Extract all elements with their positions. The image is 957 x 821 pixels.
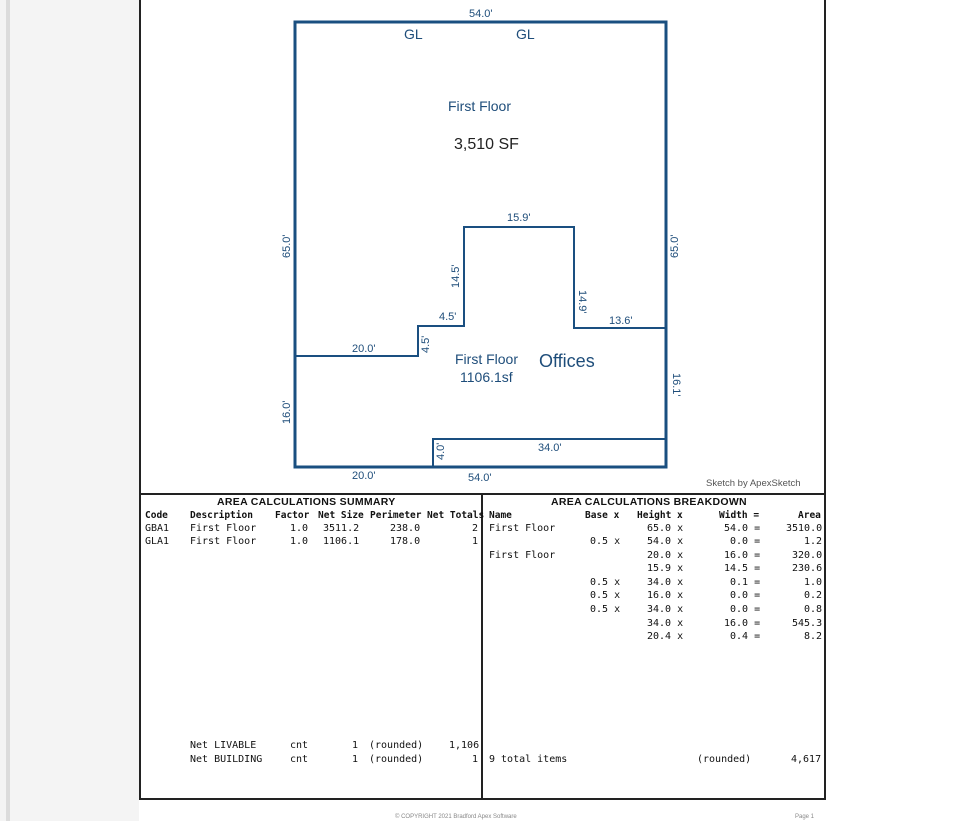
breakdown-col-base: Base x: [585, 510, 620, 521]
row-height: 20.0 x: [647, 550, 684, 561]
dim-mid-left: 20.0': [352, 343, 376, 355]
summary-net-totals: 1: [472, 536, 479, 547]
row-area: 320.0: [792, 550, 823, 561]
summary-perimeter: 178.0: [390, 536, 421, 547]
upper-area-name: First Floor: [448, 98, 511, 114]
gl-label-2: GL: [516, 26, 535, 42]
outline-upper: [295, 22, 666, 467]
total-label: Net BUILDING: [190, 754, 263, 765]
summary-col-net-size: Net Size: [318, 510, 364, 521]
summary-col-code: Code: [145, 510, 168, 521]
summary-code: GBA1: [145, 523, 170, 534]
table-bottom-rule: [139, 798, 826, 800]
row-base: 0.5 x: [590, 536, 621, 547]
total-value: 1: [472, 754, 479, 765]
lower-area-tag: Offices: [539, 351, 595, 371]
dim-inner-small: 4.0': [435, 442, 447, 460]
dim-notch-left: 14.5': [450, 264, 462, 288]
row-height: 20.4 x: [647, 631, 684, 642]
dim-notch-right: 14.9': [576, 290, 588, 314]
gl-label-1: GL: [404, 26, 423, 42]
total-value: 1,106: [449, 740, 480, 751]
breakdown-col-width: Width =: [719, 510, 760, 521]
outline-office: [295, 227, 666, 356]
row-height: 16.0 x: [647, 590, 684, 601]
row-area: 3510.0: [786, 523, 823, 534]
row-area: 8.2: [804, 631, 823, 642]
total-label: Net LIVABLE: [190, 740, 257, 751]
total-count: 1: [352, 740, 359, 751]
dim-bottom-left: 20.0': [352, 470, 376, 482]
dim-top: 54.0': [469, 8, 493, 20]
row-area: 1.2: [804, 536, 823, 547]
breakdown-col-name: Name: [489, 510, 512, 521]
lower-area-size: 1106.1sf: [460, 369, 513, 385]
summary-net-size: 3511.2: [323, 523, 360, 534]
row-width: 54.0 =: [724, 523, 761, 534]
dim-inner-bottom: 34.0': [538, 442, 562, 454]
dim-right-shelf: 13.6': [609, 315, 633, 327]
row-name: First Floor: [489, 550, 556, 561]
summary-net-size: 1106.1: [323, 536, 360, 547]
upper-area-size: 3,510 SF: [454, 136, 519, 153]
dim-notch-top: 15.9': [507, 212, 531, 224]
row-height: 65.0 x: [647, 523, 684, 534]
summary-col-factor: Factor: [275, 510, 310, 521]
dim-step-top: 4.5': [439, 311, 457, 323]
row-height: 34.0 x: [647, 604, 684, 615]
row-base: 0.5 x: [590, 577, 621, 588]
summary-title: AREA CALCULATIONS SUMMARY: [217, 496, 396, 508]
row-width: 0.4 =: [730, 631, 761, 642]
row-width: 14.5 =: [724, 563, 761, 574]
summary-description: First Floor: [190, 523, 257, 534]
row-area: 1.0: [804, 577, 823, 588]
breakdown-title: AREA CALCULATIONS BREAKDOWN: [551, 496, 747, 508]
total-rounded: (rounded): [369, 740, 424, 751]
row-height: 54.0 x: [647, 536, 684, 547]
row-height: 34.0 x: [647, 618, 684, 629]
breakdown-total-area: 4,617: [791, 754, 822, 765]
row-area: 230.6: [792, 563, 823, 574]
dim-right-upper: 65.0': [669, 234, 681, 258]
footer-copyright: © COPYRIGHT 2021 Bradford Apex Software: [395, 814, 517, 820]
breakdown-col-height: Height x: [637, 510, 683, 521]
row-base: 0.5 x: [590, 604, 621, 615]
summary-col-net-totals: Net Totals: [427, 510, 485, 521]
total-unit: cnt: [290, 740, 309, 751]
area-calculations: [139, 493, 826, 800]
summary-factor: 1.0: [290, 536, 309, 547]
row-height: 34.0 x: [647, 577, 684, 588]
summary-col-perimeter: Perimeter: [370, 510, 422, 521]
total-rounded: (rounded): [369, 754, 424, 765]
summary-col-description: Description: [190, 510, 253, 521]
row-width: 16.0 =: [724, 618, 761, 629]
summary-net-totals: 2: [472, 523, 479, 534]
footer-page-number: Page 1: [795, 814, 815, 820]
dim-left-upper: 65.0': [281, 234, 293, 258]
dim-bottom: 54.0': [468, 472, 492, 484]
summary-factor: 1.0: [290, 523, 309, 534]
row-height: 15.9 x: [647, 563, 684, 574]
lower-area-name: First Floor: [455, 351, 518, 367]
row-base: 0.5 x: [590, 590, 621, 601]
dim-right-lower: 16.1': [670, 373, 682, 397]
row-width: 0.0 =: [730, 590, 761, 601]
row-area: 0.8: [804, 604, 823, 615]
summary-code: GLA1: [145, 536, 170, 547]
summary-perimeter: 238.0: [390, 523, 421, 534]
row-width: 16.0 =: [724, 550, 761, 561]
row-width: 0.0 =: [730, 604, 761, 615]
table-divider: [481, 493, 483, 800]
row-name: First Floor: [489, 523, 556, 534]
breakdown-col-area: Area: [798, 510, 821, 521]
summary-description: First Floor: [190, 536, 257, 547]
table-top-rule: [139, 493, 826, 495]
total-count: 1: [352, 754, 359, 765]
breakdown-rounded: (rounded): [697, 754, 752, 765]
row-width: 0.1 =: [730, 577, 761, 588]
row-area: 0.2: [804, 590, 823, 601]
row-width: 0.0 =: [730, 536, 761, 547]
breakdown-total-items: 9 total items: [489, 754, 568, 765]
dim-step-left: 4.5': [420, 335, 432, 353]
total-unit: cnt: [290, 754, 309, 765]
sketch-credit: Sketch by ApexSketch: [706, 478, 801, 489]
row-area: 545.3: [792, 618, 823, 629]
dim-left-lower: 16.0': [281, 400, 293, 424]
